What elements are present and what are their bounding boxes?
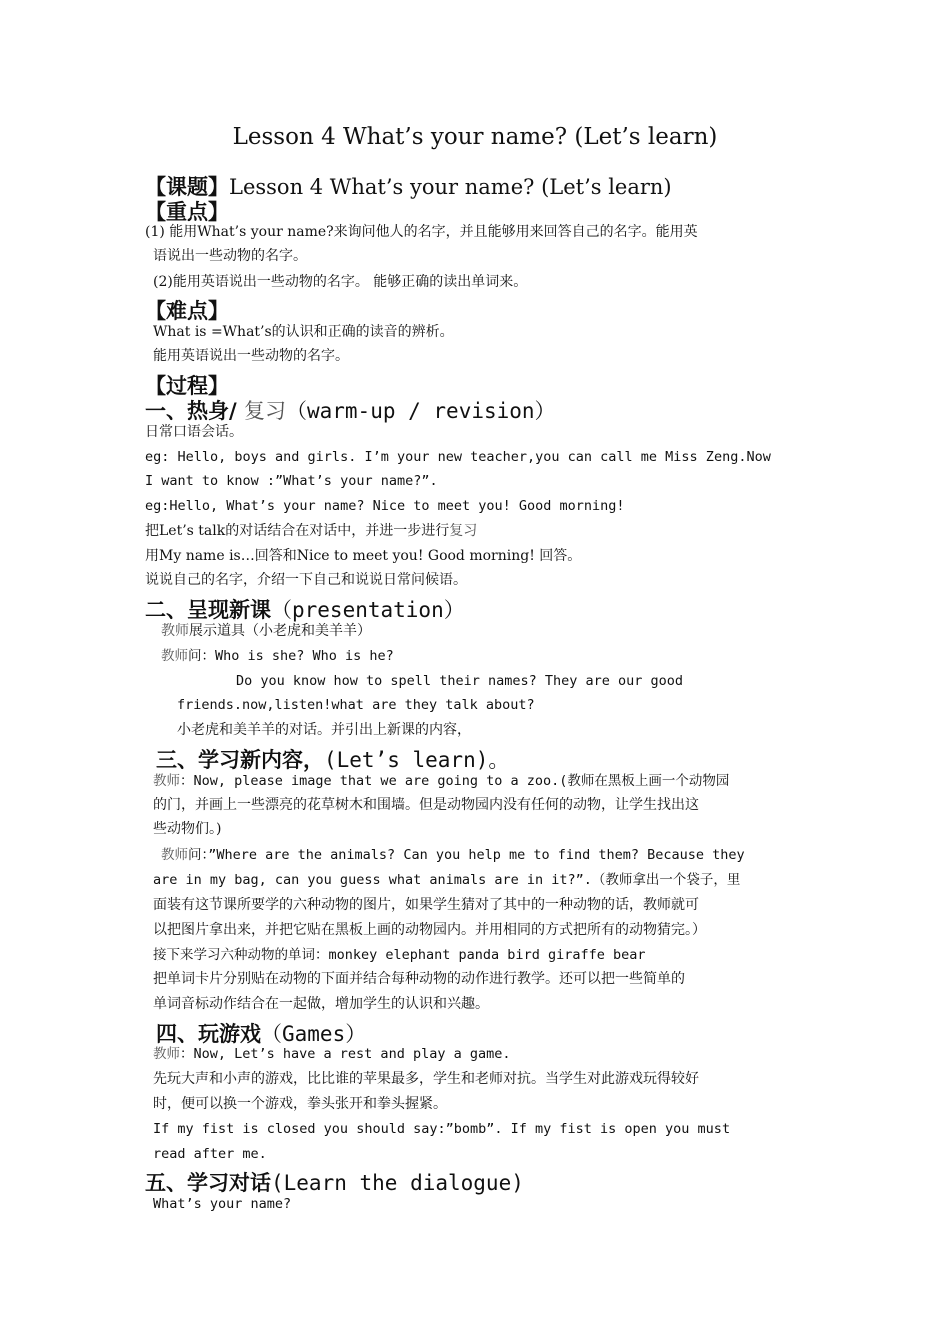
key-points-label: 【重点】 — [145, 200, 229, 224]
difficulties-label: 【难点】 — [145, 299, 229, 323]
topic-text: Lesson 4 What’s your name? (Let’s learn) — [229, 175, 672, 199]
section-4-line-3: 时，便可以换一个游戏，拳头张开和拳头握紧。 — [153, 1096, 447, 1112]
section-1-line-1: 日常口语会话。 — [145, 424, 243, 440]
section-4-line-5: read after me. — [153, 1146, 267, 1162]
section-2-heading: 二、呈现新课（presentation） — [145, 598, 465, 622]
section-4-line-1: 教师：Now, Let’s have a rest and play a game. — [153, 1046, 511, 1062]
section-3-line-2: 的门，并画上一些漂亮的花草树木和围墙。但是动物园内没有任何的动物，让学生找出这 — [153, 797, 699, 813]
section-3-line-6: 面装有这节课所要学的六种动物的图片，如果学生猜对了其中的一种动物的话，教师就可 — [153, 897, 699, 913]
section-1-line-5: 把Let’s talk的对话结合在对话中，并进一步进行复习 — [145, 523, 478, 539]
section-2-line-2: 教师问：Who is she? Who is he? — [161, 648, 394, 664]
process-label: 【过程】 — [145, 374, 229, 398]
section-1-line-7: 说说自己的名字，介绍一下自己和说说日常问候语。 — [145, 572, 467, 588]
section-2-line-4: friends.now,listen!what are they talk about? — [177, 697, 535, 713]
section-3-line-5: are in my bag, can you guess what animals are in it?”.（教师拿出一个袋子，里 — [153, 872, 741, 888]
difficulty-1: What is =What’s的认识和正确的读音的辨析。 — [153, 324, 454, 340]
section-3-heading: 三、学习新内容，(Let’s learn)。 — [156, 748, 510, 772]
section-5-heading: 五、学习对话(Learn the dialogue) — [145, 1171, 524, 1195]
section-3-line-4: 教师问：”Where are the animals? Can you help me to find them? Because they — [161, 847, 745, 863]
section-1-line-4: eg:Hello, What’s your name? Nice to meet you! Good morning! — [145, 498, 625, 514]
key-point-1b: 语说出一些动物的名字。 — [153, 248, 307, 264]
section-3-line-3: 些动物们。) — [153, 821, 222, 837]
section-4-heading: 四、玩游戏（Games） — [156, 1022, 367, 1046]
topic-label: 【课题】 — [145, 175, 229, 199]
section-1-heading: 一、热身/ 复习（warm-up / revision） — [145, 399, 556, 423]
section-3-line-9: 把单词卡片分别贴在动物的下面并结合每种动物的动作进行教学。还可以把一些简单的 — [153, 971, 685, 987]
section-3-line-7: 以把图片拿出来，并把它贴在黑板上画的动物园内。并用相同的方式把所有的动物猜完。） — [153, 922, 706, 938]
key-point-2: (2)能用英语说出一些动物的名字。 能够正确的读出单词来。 — [153, 274, 528, 290]
section-1-line-2: eg: Hello, boys and girls. I’m your new teacher,you can call me Miss Zeng.Now — [145, 449, 771, 465]
key-point-1a: (1) 能用What’s your name?来询问他人的名字，并且能够用来回答自己的名字。能用英 — [145, 224, 698, 240]
section-4-line-2: 先玩大声和小声的游戏，比比谁的苹果最多，学生和老师对抗。当学生对此游戏玩得较好 — [153, 1071, 699, 1087]
document-title: Lesson 4 What’s your name? (Let’s learn) — [232, 124, 718, 150]
section-3-line-8: 接下来学习六种动物的单词：monkey elephant panda bird giraffe bear — [153, 947, 646, 963]
section-2-line-1: 教师展示道具（小老虎和美羊羊） — [161, 623, 371, 639]
topic-heading — [145, 174, 672, 200]
section-3-line-1: 教师：Now, please image that we are going to a zoo.(教师在黑板上画一个动物园 — [153, 773, 730, 789]
section-4-line-4: If my fist is closed you should say:”bomb”. If my fist is open you must — [153, 1121, 731, 1137]
section-5-line-1: What’s your name? — [153, 1196, 292, 1212]
section-2-line-5: 小老虎和美羊羊的对话。并引出上新课的内容， — [177, 722, 471, 738]
difficulty-2: 能用英语说出一些动物的名字。 — [153, 348, 349, 364]
section-1-line-3: I want to know :”What’s your name?”. — [145, 473, 438, 489]
section-1-line-6: 用My name is…回答和Nice to meet you! Good morning! 回答。 — [145, 548, 582, 564]
section-2-line-3: Do you know how to spell their names? They are our good — [236, 673, 684, 689]
section-3-line-10: 单词音标动作结合在一起做，增加学生的认识和兴趣。 — [153, 996, 489, 1012]
